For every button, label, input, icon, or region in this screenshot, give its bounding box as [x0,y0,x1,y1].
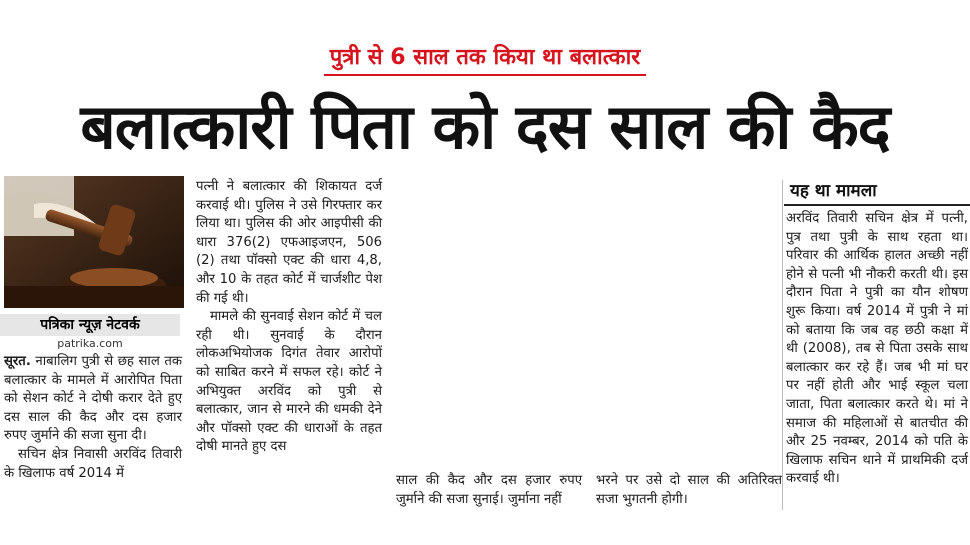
story-column-4 [596,472,782,509]
sidebar-rule [784,204,970,206]
story-paragraph-2-start: सचिन क्षेत्र निवासी अरविंद तिवारी के खिलाफ वर्ष 2014 में [4,446,182,481]
story-paragraph-2-cont: पत्नी ने बलात्कार की शिकायत दर्ज करवाई थी। पुलिस ने उसे गिरफ्तार कर लिया था। पुलिस की ओर आइपीसी की धारा 376(2) एफआइजएन, 506 (2) तथा पॉक्सो एक्ट की धारा 4,8, और 10 के तहत कोर्ट में चार्जशीट पेश की गई थी। [196,179,382,306]
story-paragraph-3: मामले की सुनवाई सेशन कोर्ट में चल रही थी। सुनवाई के दौरान लोकअभियोजक दिगंत तेवार आरोपों को साबित करने में सफल रहे। कोर्ट ने अभियुक्त अरविंद को पुत्री से बलात्कार, जान से मारने की धमकी देने और पॉक्सो एक्ट की धाराओं के तहत दोषी मानते हुए दस [196,309,382,455]
sidebar-body: अरविंद तिवारी सचिन क्षेत्र में पत्नी, पुत्र तथा पुत्री के साथ रहता था। परिवार की आर्थिक हालत अच्छी नहीं होने से पत्नी भी नौकरी करती थी। इस दौरान पिता ने पुत्री का यौन शोषण शुरू किया। वर्ष 2014 में पुत्री ने मां को बताया कि जब वह छठी कक्षा में थी (2008), तब से पिता उसके साथ बलात्कार कर रहे हैं। जब भी मां घर पर नहीं होती और भाई स्कूल चला जाता, पिता बलात्कार करते थे। मां ने समाज की महिलाओं से बातचीत की और 25 नवम्बर, 2014 को पति के खिलाफ सचिन थाने में प्राथमिकी दर्ज करवाई थी। [786,211,968,487]
byline: पत्रिका न्यूज़ नेटवर्क [40,317,140,333]
dateline: सूरत. [4,354,31,369]
sidebar-box [784,180,970,489]
column-divider [782,180,783,510]
source-url: patrika.com [57,337,123,350]
kicker-text: पुत्री से 6 साल तक किया था बलात्कार [324,44,647,76]
gavel-image [4,176,184,308]
story-column-2 [196,178,382,457]
story-column-1 [4,353,182,483]
photo-caption-band [0,314,180,336]
sidebar-title: यह था मामला [790,181,877,201]
court-gavel-photo [4,176,184,308]
story-paragraph-3-end: भरने पर उसे दो साल की अतिरिक्त सजा भुगतनी होगी। [596,473,782,507]
story-column-3 [396,472,582,509]
story-paragraph-3-cont: साल की कैद और दस हजार रुपए जुर्माने की सजा सुनाई। जुर्माना नहीं [396,473,582,507]
kicker [0,44,970,76]
headline: बलात्कारी पिता को दस साल की कैद [80,90,890,163]
story-paragraph-1: नाबालिग पुत्री से छह साल तक बलात्कार के मामले में आरोपित पिता को सेशन कोर्ट ने दोषी करार देते हुए दस साल की कैद और दस हजार रुपए जुर्माने की सजा सुना दी। [4,354,182,444]
